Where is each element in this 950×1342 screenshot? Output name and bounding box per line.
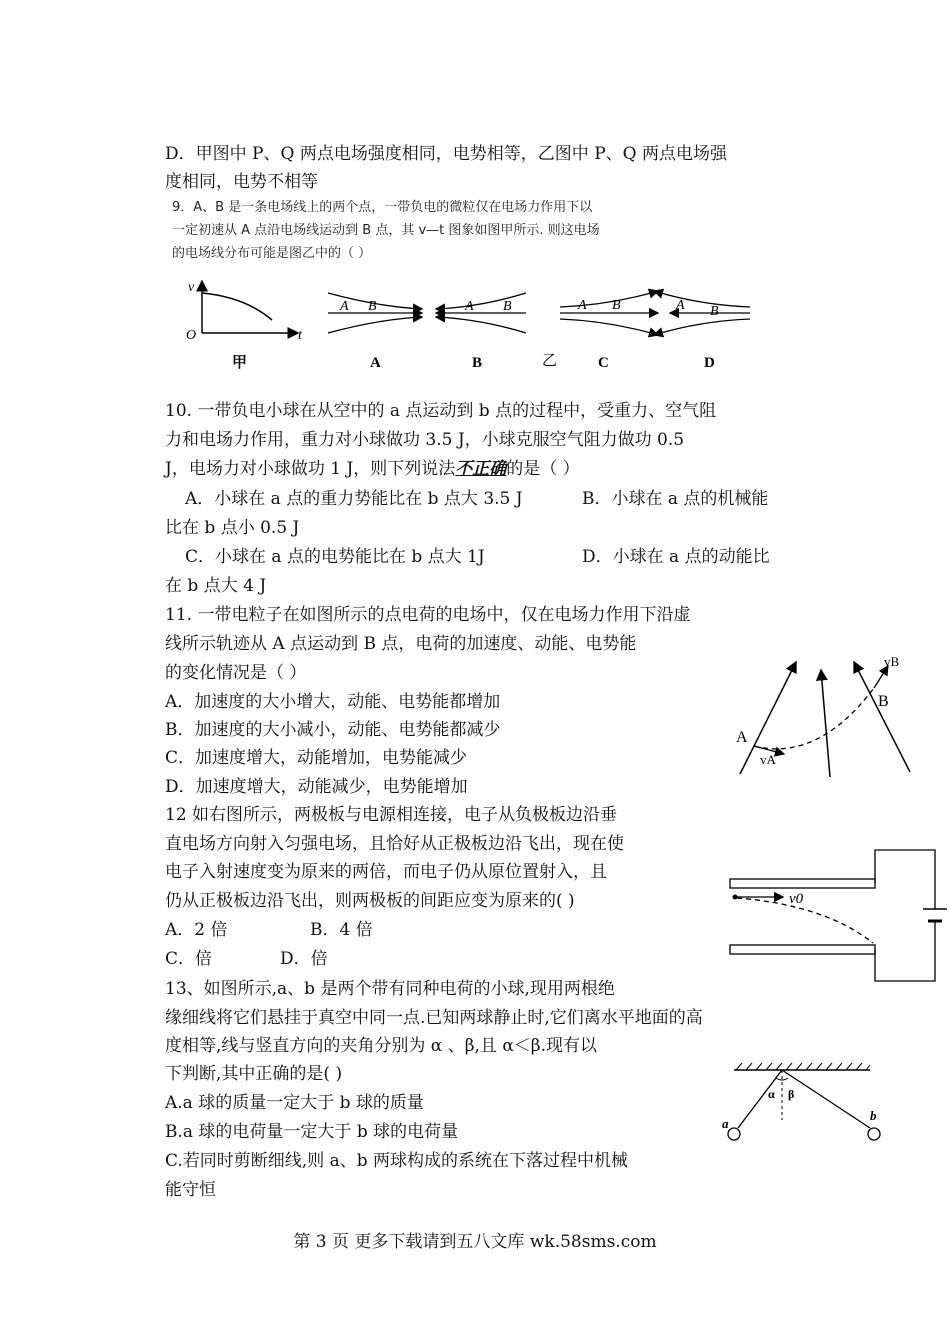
point-a: A [340,299,349,314]
q8-option-d-line2: 度相同，电势不相等 [165,172,318,192]
q10-option-d-line2: 在 b 点大 4 J [165,576,267,596]
q8-option-d-line1: D．甲图中 P、Q 两点电场强度相同，电势相等，乙图中 P、Q 两点电场强 [165,144,727,164]
option-c-label: C [598,355,609,371]
point-b: B [503,299,512,314]
v-axis-label: v [188,280,195,295]
t-axis-label: t [298,328,302,343]
q10-option-a: A．小球在 a 点的重力势能比在 b 点大 3.5 J [185,489,523,509]
v0-label: v0 [789,891,804,907]
q11-line2: 线所示轨迹从 A 点运动到 B 点，电荷的加速度、动能、电势能 [165,634,637,654]
q12-line1: 12 如右图所示，两极板与电源相连接，电子从负极板边沿垂 [165,805,618,825]
label-jia: 甲 [232,353,248,371]
q13-figure [720,1060,890,1150]
ball-a-label: a [722,1116,729,1131]
field-diagram-a [328,293,422,371]
option-b-label: B [472,355,483,371]
field-diagram-c [560,291,658,371]
q13-line3: 度相等,线与竖直方向的夹角分别为 α 、β,且 α＜β.现有以 [165,1036,598,1056]
point-b: B [710,304,719,319]
electron [733,895,738,900]
origin-label: O [186,328,197,343]
q10-option-b-line1: B．小球在 a 点的机械能 [582,489,769,509]
emphasis-not-correct: 不正确 [455,459,507,479]
velocity-b-label: vB [884,654,900,669]
q9-line3: 的电场线分布可能是图乙中的（ ） [172,246,372,261]
thread-b [782,1070,870,1128]
point-b-label: B [878,693,889,710]
q10-option-d-line1: D．小球在 a 点的动能比 [582,547,770,567]
alpha-label: α [768,1087,775,1101]
q12-option-d: D．倍 [280,949,328,969]
q11-line1: 11. 一带电粒子在如图所示的点电荷的电场中，仅在电场力作用下沿虚 [165,605,691,625]
q12-figure [725,845,950,990]
q11-option-c: C．加速度增大，动能增加，电势能减少 [165,748,468,768]
q12-option-b: B．4 倍 [310,920,373,940]
vt-graph [186,280,303,371]
label-yi: 乙 [542,351,558,369]
q11-option-d: D．加速度增大，动能减少，电势能增加 [165,777,468,797]
ball-b [868,1128,880,1140]
q10-line1: 10. 一带负电小球在从空中的 a 点运动到 b 点的过程中，受重力、空气阻 [165,401,717,421]
q13-line4: 下判断,其中正确的是( ) [165,1064,343,1084]
q10-line3: J，电场力对小球做功 1 J，则下列说法不正确的是（ ） [165,459,580,479]
q13-option-c-line1: C.若同时剪断细线,则 a、b 两球构成的系统在下落过程中机械 [165,1151,629,1171]
point-b: B [368,299,377,314]
q13-line1: 13、如图所示,a、b 是两个带有同种电荷的小球,现用两根绝 [165,979,615,999]
option-d-label: D [704,355,715,371]
q10-line2: 力和电场力作用，重力对小球做功 3.5 J，小球克服空气阻力做功 0.5 [165,430,685,450]
q10-option-c: C．小球在 a 点的电势能比在 b 点大 1J [185,547,485,567]
ball-b-label: b [870,1108,877,1123]
field-diagram-b [436,293,526,371]
q9-figure [180,275,760,375]
velocity-a-label: vA [760,752,776,767]
q12-option-c: C．倍 [165,949,213,969]
thread-a [738,1070,782,1128]
q13-line2: 缘细线将它们悬挂于真空中同一点.已知两球静止时,它们离水平地面的高 [165,1008,703,1028]
positive-plate [730,879,875,888]
q12-option-a: A．2 倍 [165,920,228,940]
option-a-label: A [370,355,381,371]
q13-option-a: A.a 球的质量一定大于 b 球的质量 [165,1093,424,1113]
q10-option-b-line2: 比在 b 点小 0.5 J [165,518,300,538]
point-a: A [578,298,587,313]
point-a: A [676,298,685,313]
q11-line3: 的变化情况是（ ） [165,663,307,683]
q12-line2: 直电场方向射入匀强电场，且恰好从正极板边沿飞出，现在使 [165,834,624,854]
point-a-label: A [736,729,748,746]
beta-label: β [788,1087,795,1101]
q11-option-b: B．加速度的大小减小，动能、电势能都减少 [165,720,501,740]
q13-option-b: B.a 球的电荷量一定大于 b 球的电荷量 [165,1122,459,1142]
field-diagram-d [654,291,750,371]
point-b: B [612,298,621,313]
q9-line2: 一定初速从 A 点沿电场线运动到 B 点，其 v—t 图象如图甲所示. 则这电场 [172,223,600,238]
ball-a [728,1128,740,1140]
q11-option-a: A．加速度的大小增大，动能、电势能都增加 [165,692,501,712]
q9-line1: 9．A、B 是一条电场线上的两个点，一带负电的微粒仅在电场力作用下以 [172,200,593,215]
q12-line3: 电子入射速度变为原来的两倍，而电子仍从原位置射入，且 [165,862,607,882]
q13-option-c-line2: 能守恒 [165,1180,216,1200]
q11-figure [728,652,928,787]
point-a: A [465,299,474,314]
page-footer: 第 3 页 更多下载请到五八文库 wk.58sms.com [293,1232,657,1252]
q12-line4: 仍从正极板边沿飞出，则两极板的间距应变为原来的( ) [165,891,575,911]
negative-plate [730,945,875,954]
